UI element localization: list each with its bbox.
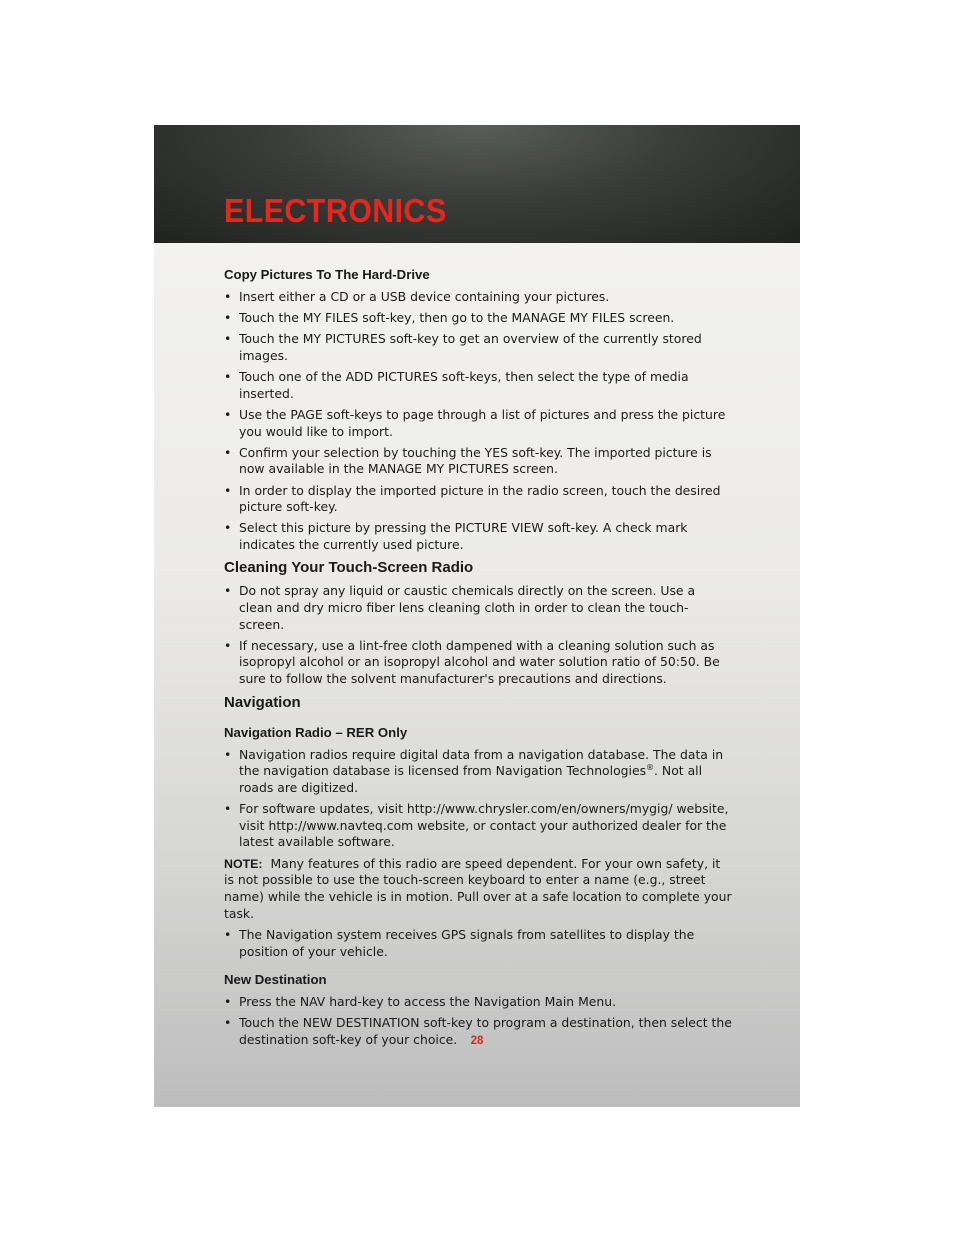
cleaning-list: [224, 583, 732, 687]
note-label: NOTE:: [224, 856, 263, 871]
new-destination-heading: New Destination: [224, 971, 327, 987]
list-item: • Insert either a CD or a USB device containing your pictures.: [224, 289, 732, 306]
list-item: • Touch the MY FILES soft-key, then go to the MANAGE MY FILES screen.: [224, 310, 732, 327]
copy-pictures-heading: Copy Pictures To The Hard-Drive: [224, 267, 430, 282]
cleaning-heading: Cleaning Your Touch-Screen Radio: [224, 559, 474, 577]
note-text: Many features of this radio are speed dependent. For your own safety, it is not possible to use the touch-screen keyboard to enter a name (e.g., street name) while the vehicle is in motion. Pull over at a safe location to complete your task.: [224, 855, 732, 921]
navigation-list: [224, 747, 732, 851]
list-item-text: Navigation radios require digital data from a navigation database. The data in the navigation database is licensed from Navigation Technologies: [239, 746, 724, 779]
copy-pictures-list: [224, 289, 732, 553]
list-item: [224, 747, 732, 797]
note-paragraph: [224, 856, 732, 922]
list-item-text: . Not all roads are digitized.: [239, 763, 703, 795]
list-item: • Touch the MY PICTURES soft-key to get an overview of the currently stored images.: [224, 331, 732, 364]
list-item: • Confirm your selection by touching the YES soft-key. The imported picture is now available in the MANAGE MY PICTURES screen.: [224, 445, 732, 478]
list-item: • In order to display the imported picture in the radio screen, touch the desired picture soft-key.: [224, 483, 732, 516]
list-item: • Touch one of the ADD PICTURES soft-keys, then select the type of media inserted.: [224, 369, 732, 402]
list-item: • Press the NAV hard-key to access the Navigation Main Menu.: [224, 994, 732, 1011]
manual-page: [154, 125, 800, 1107]
list-item: • For software updates, visit http://www.chrysler.com/en/owners/mygig/ website, visit http://www.navteq.com website, or contact your authorized dealer for the latest available software.: [224, 801, 732, 851]
navigation-radio-heading: Navigation Radio – RER Only: [224, 724, 408, 740]
registered-mark: ®: [646, 763, 655, 773]
page-number: 28: [470, 1035, 484, 1047]
list-item: • Use the PAGE soft-keys to page through a list of pictures and press the picture you would like to import.: [224, 407, 732, 440]
list-item: • Select this picture by pressing the PICTURE VIEW soft-key. A check mark indicates the currently used picture.: [224, 520, 732, 553]
navigation-heading: Navigation: [224, 693, 301, 711]
list-item: • Touch the NEW DESTINATION soft-key to program a destination, then select the destination soft-key of your choice.: [224, 1015, 732, 1048]
page-title: ELECTRONICS: [224, 192, 447, 229]
list-item: • Do not spray any liquid or caustic chemicals directly on the screen. Use a clean and dry micro fiber lens cleaning cloth in order to clean the touch-screen.: [224, 583, 732, 633]
navigation-gps-list: [224, 927, 732, 960]
page-header: [154, 125, 800, 243]
list-item: • If necessary, use a lint-free cloth dampened with a cleaning solution such as isopropyl alcohol or an isopropyl alcohol and water solution ratio of 50:50. Be sure to follow the solvent manufacturer's precautions and directions.: [224, 638, 732, 688]
page-content: [224, 266, 732, 1053]
list-item: • The Navigation system receives GPS signals from satellites to display the position of your vehicle.: [224, 927, 732, 960]
